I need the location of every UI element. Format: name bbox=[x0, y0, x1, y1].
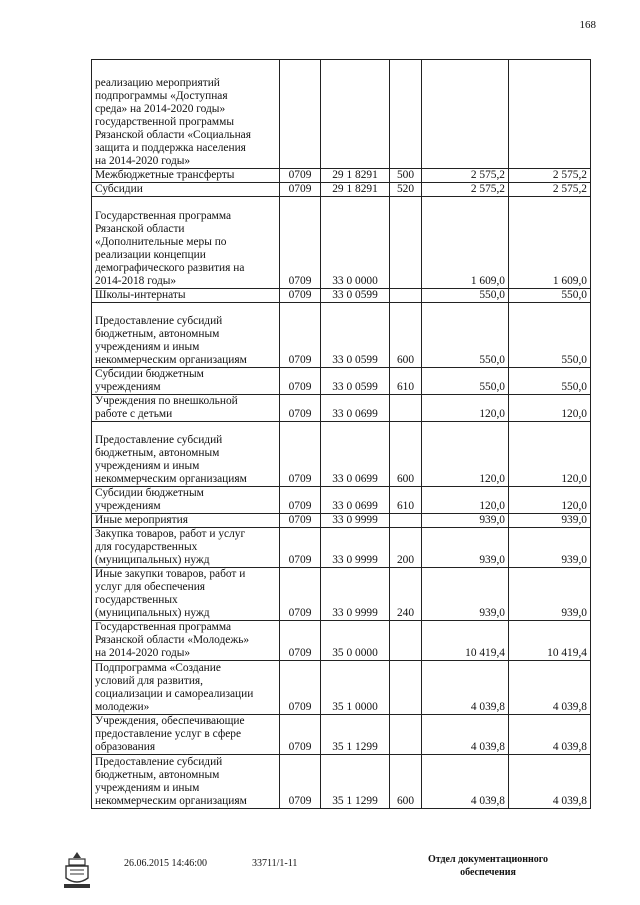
row-article: 33 0 0000 bbox=[321, 197, 390, 289]
row-expense-type: 520 bbox=[390, 183, 422, 197]
row-amount-1: 120,0 bbox=[422, 487, 509, 514]
row-expense-type: 500 bbox=[390, 169, 422, 183]
row-amount-1: 550,0 bbox=[422, 303, 509, 368]
row-amount-2: 550,0 bbox=[509, 303, 591, 368]
table-row bbox=[92, 60, 591, 169]
row-amount-1: 2 575,2 bbox=[422, 183, 509, 197]
row-article: 33 0 0599 bbox=[321, 303, 390, 368]
row-name: Субсидии бюджетным учреждениям bbox=[92, 487, 280, 514]
table-row bbox=[92, 661, 591, 715]
row-section: 0709 bbox=[280, 514, 321, 528]
table-row bbox=[92, 422, 591, 487]
row-amount-1: 120,0 bbox=[422, 395, 509, 422]
row-amount-2: 120,0 bbox=[509, 422, 591, 487]
row-article: 35 0 0000 bbox=[321, 621, 390, 661]
row-article: 33 0 0699 bbox=[321, 487, 390, 514]
row-expense-type: 600 bbox=[390, 755, 422, 809]
row-section: 0709 bbox=[280, 169, 321, 183]
row-name: Государственная программа Рязанской области «Дополнительные меры по реализации концепции демографического развития на 2014-2018 годы» bbox=[92, 197, 280, 289]
table-row bbox=[92, 621, 591, 661]
table-row bbox=[92, 303, 591, 368]
table-row bbox=[92, 755, 591, 809]
page-number: 168 bbox=[579, 19, 596, 31]
row-article: 33 0 0599 bbox=[321, 289, 390, 303]
row-amount-2: 939,0 bbox=[509, 528, 591, 568]
row-amount-1: 939,0 bbox=[422, 528, 509, 568]
row-amount-1: 4 039,8 bbox=[422, 661, 509, 715]
row-amount-2 bbox=[509, 60, 591, 169]
row-amount-1: 4 039,8 bbox=[422, 755, 509, 809]
row-amount-1 bbox=[422, 60, 509, 169]
row-name: Иные мероприятия bbox=[92, 514, 280, 528]
row-name: Закупка товаров, работ и услуг для государственных (муниципальных) нужд bbox=[92, 528, 280, 568]
row-expense-type: 200 bbox=[390, 528, 422, 568]
table-row bbox=[92, 568, 591, 621]
coat-of-arms-logo bbox=[60, 850, 94, 890]
row-expense-type bbox=[390, 715, 422, 755]
row-amount-1: 550,0 bbox=[422, 368, 509, 395]
row-expense-type: 610 bbox=[390, 487, 422, 514]
row-expense-type bbox=[390, 395, 422, 422]
row-amount-2: 550,0 bbox=[509, 289, 591, 303]
table-row bbox=[92, 715, 591, 755]
row-name: Иные закупки товаров, работ и услуг для обеспечения государственных (муниципальных) нужд bbox=[92, 568, 280, 621]
row-amount-2: 120,0 bbox=[509, 487, 591, 514]
row-section: 0709 bbox=[280, 183, 321, 197]
table-row bbox=[92, 368, 591, 395]
table-row bbox=[92, 289, 591, 303]
row-article: 33 0 0699 bbox=[321, 395, 390, 422]
row-article bbox=[321, 60, 390, 169]
row-name: Подпрограмма «Создание условий для развития, социализации и самореализации молодежи» bbox=[92, 661, 280, 715]
row-name: Учреждения по внешкольной работе с детьми bbox=[92, 395, 280, 422]
row-amount-1: 4 039,8 bbox=[422, 715, 509, 755]
row-section: 0709 bbox=[280, 487, 321, 514]
row-section: 0709 bbox=[280, 621, 321, 661]
budget-table bbox=[91, 59, 591, 809]
row-expense-type bbox=[390, 197, 422, 289]
row-section: 0709 bbox=[280, 368, 321, 395]
row-article: 35 1 0000 bbox=[321, 661, 390, 715]
row-section: 0709 bbox=[280, 289, 321, 303]
row-section: 0709 bbox=[280, 422, 321, 487]
row-name: Школы-интернаты bbox=[92, 289, 280, 303]
row-section: 0709 bbox=[280, 197, 321, 289]
table-row bbox=[92, 514, 591, 528]
row-article: 33 0 0599 bbox=[321, 368, 390, 395]
row-section: 0709 bbox=[280, 303, 321, 368]
row-article: 29 1 8291 bbox=[321, 169, 390, 183]
row-amount-2: 939,0 bbox=[509, 514, 591, 528]
row-article: 33 0 0699 bbox=[321, 422, 390, 487]
footer-department-stamp: Отдел документационного обеспечения bbox=[427, 854, 549, 878]
row-name: Предоставление субсидий бюджетным, автономным учреждениям и иным некоммерческим организациям bbox=[92, 755, 280, 809]
row-section: 0709 bbox=[280, 715, 321, 755]
row-name: Предоставление субсидий бюджетным, автономным учреждениям и иным некоммерческим организациям bbox=[92, 422, 280, 487]
row-name: Государственная программа Рязанской области «Молодежь» на 2014-2020 годы» bbox=[92, 621, 280, 661]
row-amount-2: 10 419,4 bbox=[509, 621, 591, 661]
row-amount-2: 4 039,8 bbox=[509, 715, 591, 755]
table-row bbox=[92, 487, 591, 514]
row-amount-2: 2 575,2 bbox=[509, 183, 591, 197]
row-expense-type bbox=[390, 514, 422, 528]
footer-datetime: 26.06.2015 14:46:00 bbox=[124, 858, 208, 869]
row-expense-type: 600 bbox=[390, 303, 422, 368]
row-amount-1: 1 609,0 bbox=[422, 197, 509, 289]
row-amount-1: 550,0 bbox=[422, 289, 509, 303]
row-amount-1: 939,0 bbox=[422, 514, 509, 528]
row-expense-type bbox=[390, 661, 422, 715]
row-article: 33 0 9999 bbox=[321, 514, 390, 528]
row-article: 33 0 9999 bbox=[321, 568, 390, 621]
row-amount-1: 2 575,2 bbox=[422, 169, 509, 183]
table-row bbox=[92, 528, 591, 568]
row-expense-type: 610 bbox=[390, 368, 422, 395]
row-amount-2: 4 039,8 bbox=[509, 661, 591, 715]
row-amount-2: 1 609,0 bbox=[509, 197, 591, 289]
row-section: 0709 bbox=[280, 568, 321, 621]
table-row bbox=[92, 197, 591, 289]
table-row bbox=[92, 395, 591, 422]
row-amount-2: 550,0 bbox=[509, 368, 591, 395]
row-name: Субсидии бюджетным учреждениям bbox=[92, 368, 280, 395]
row-article: 35 1 1299 bbox=[321, 755, 390, 809]
table-row bbox=[92, 183, 591, 197]
row-name: Субсидии bbox=[92, 183, 280, 197]
row-section: 0709 bbox=[280, 528, 321, 568]
row-name: реализацию мероприятий подпрограммы «Доступная среда» на 2014-2020 годы» государственной программы Рязанской области «Социальная защита и поддержка населения на 2014-2020 годы» bbox=[92, 60, 280, 169]
row-article: 29 1 8291 bbox=[321, 183, 390, 197]
row-expense-type bbox=[390, 621, 422, 661]
row-amount-1: 120,0 bbox=[422, 422, 509, 487]
row-article: 35 1 1299 bbox=[321, 715, 390, 755]
footer-doc-code: 33711/1-11 bbox=[252, 858, 298, 869]
row-expense-type: 240 bbox=[390, 568, 422, 621]
row-expense-type: 600 bbox=[390, 422, 422, 487]
row-article: 33 0 9999 bbox=[321, 528, 390, 568]
row-amount-1: 939,0 bbox=[422, 568, 509, 621]
row-section: 0709 bbox=[280, 755, 321, 809]
row-amount-2: 939,0 bbox=[509, 568, 591, 621]
row-expense-type bbox=[390, 289, 422, 303]
row-name: Предоставление субсидий бюджетным, автономным учреждениям и иным некоммерческим организациям bbox=[92, 303, 280, 368]
row-amount-1: 10 419,4 bbox=[422, 621, 509, 661]
row-amount-2: 2 575,2 bbox=[509, 169, 591, 183]
row-section: 0709 bbox=[280, 661, 321, 715]
row-section: 0709 bbox=[280, 395, 321, 422]
budget-table-body bbox=[92, 60, 591, 809]
row-name: Учреждения, обеспечивающие предоставление услуг в сфере образования bbox=[92, 715, 280, 755]
row-amount-2: 4 039,8 bbox=[509, 755, 591, 809]
table-row bbox=[92, 169, 591, 183]
row-expense-type bbox=[390, 60, 422, 169]
row-section bbox=[280, 60, 321, 169]
row-name: Межбюджетные трансферты bbox=[92, 169, 280, 183]
row-amount-2: 120,0 bbox=[509, 395, 591, 422]
